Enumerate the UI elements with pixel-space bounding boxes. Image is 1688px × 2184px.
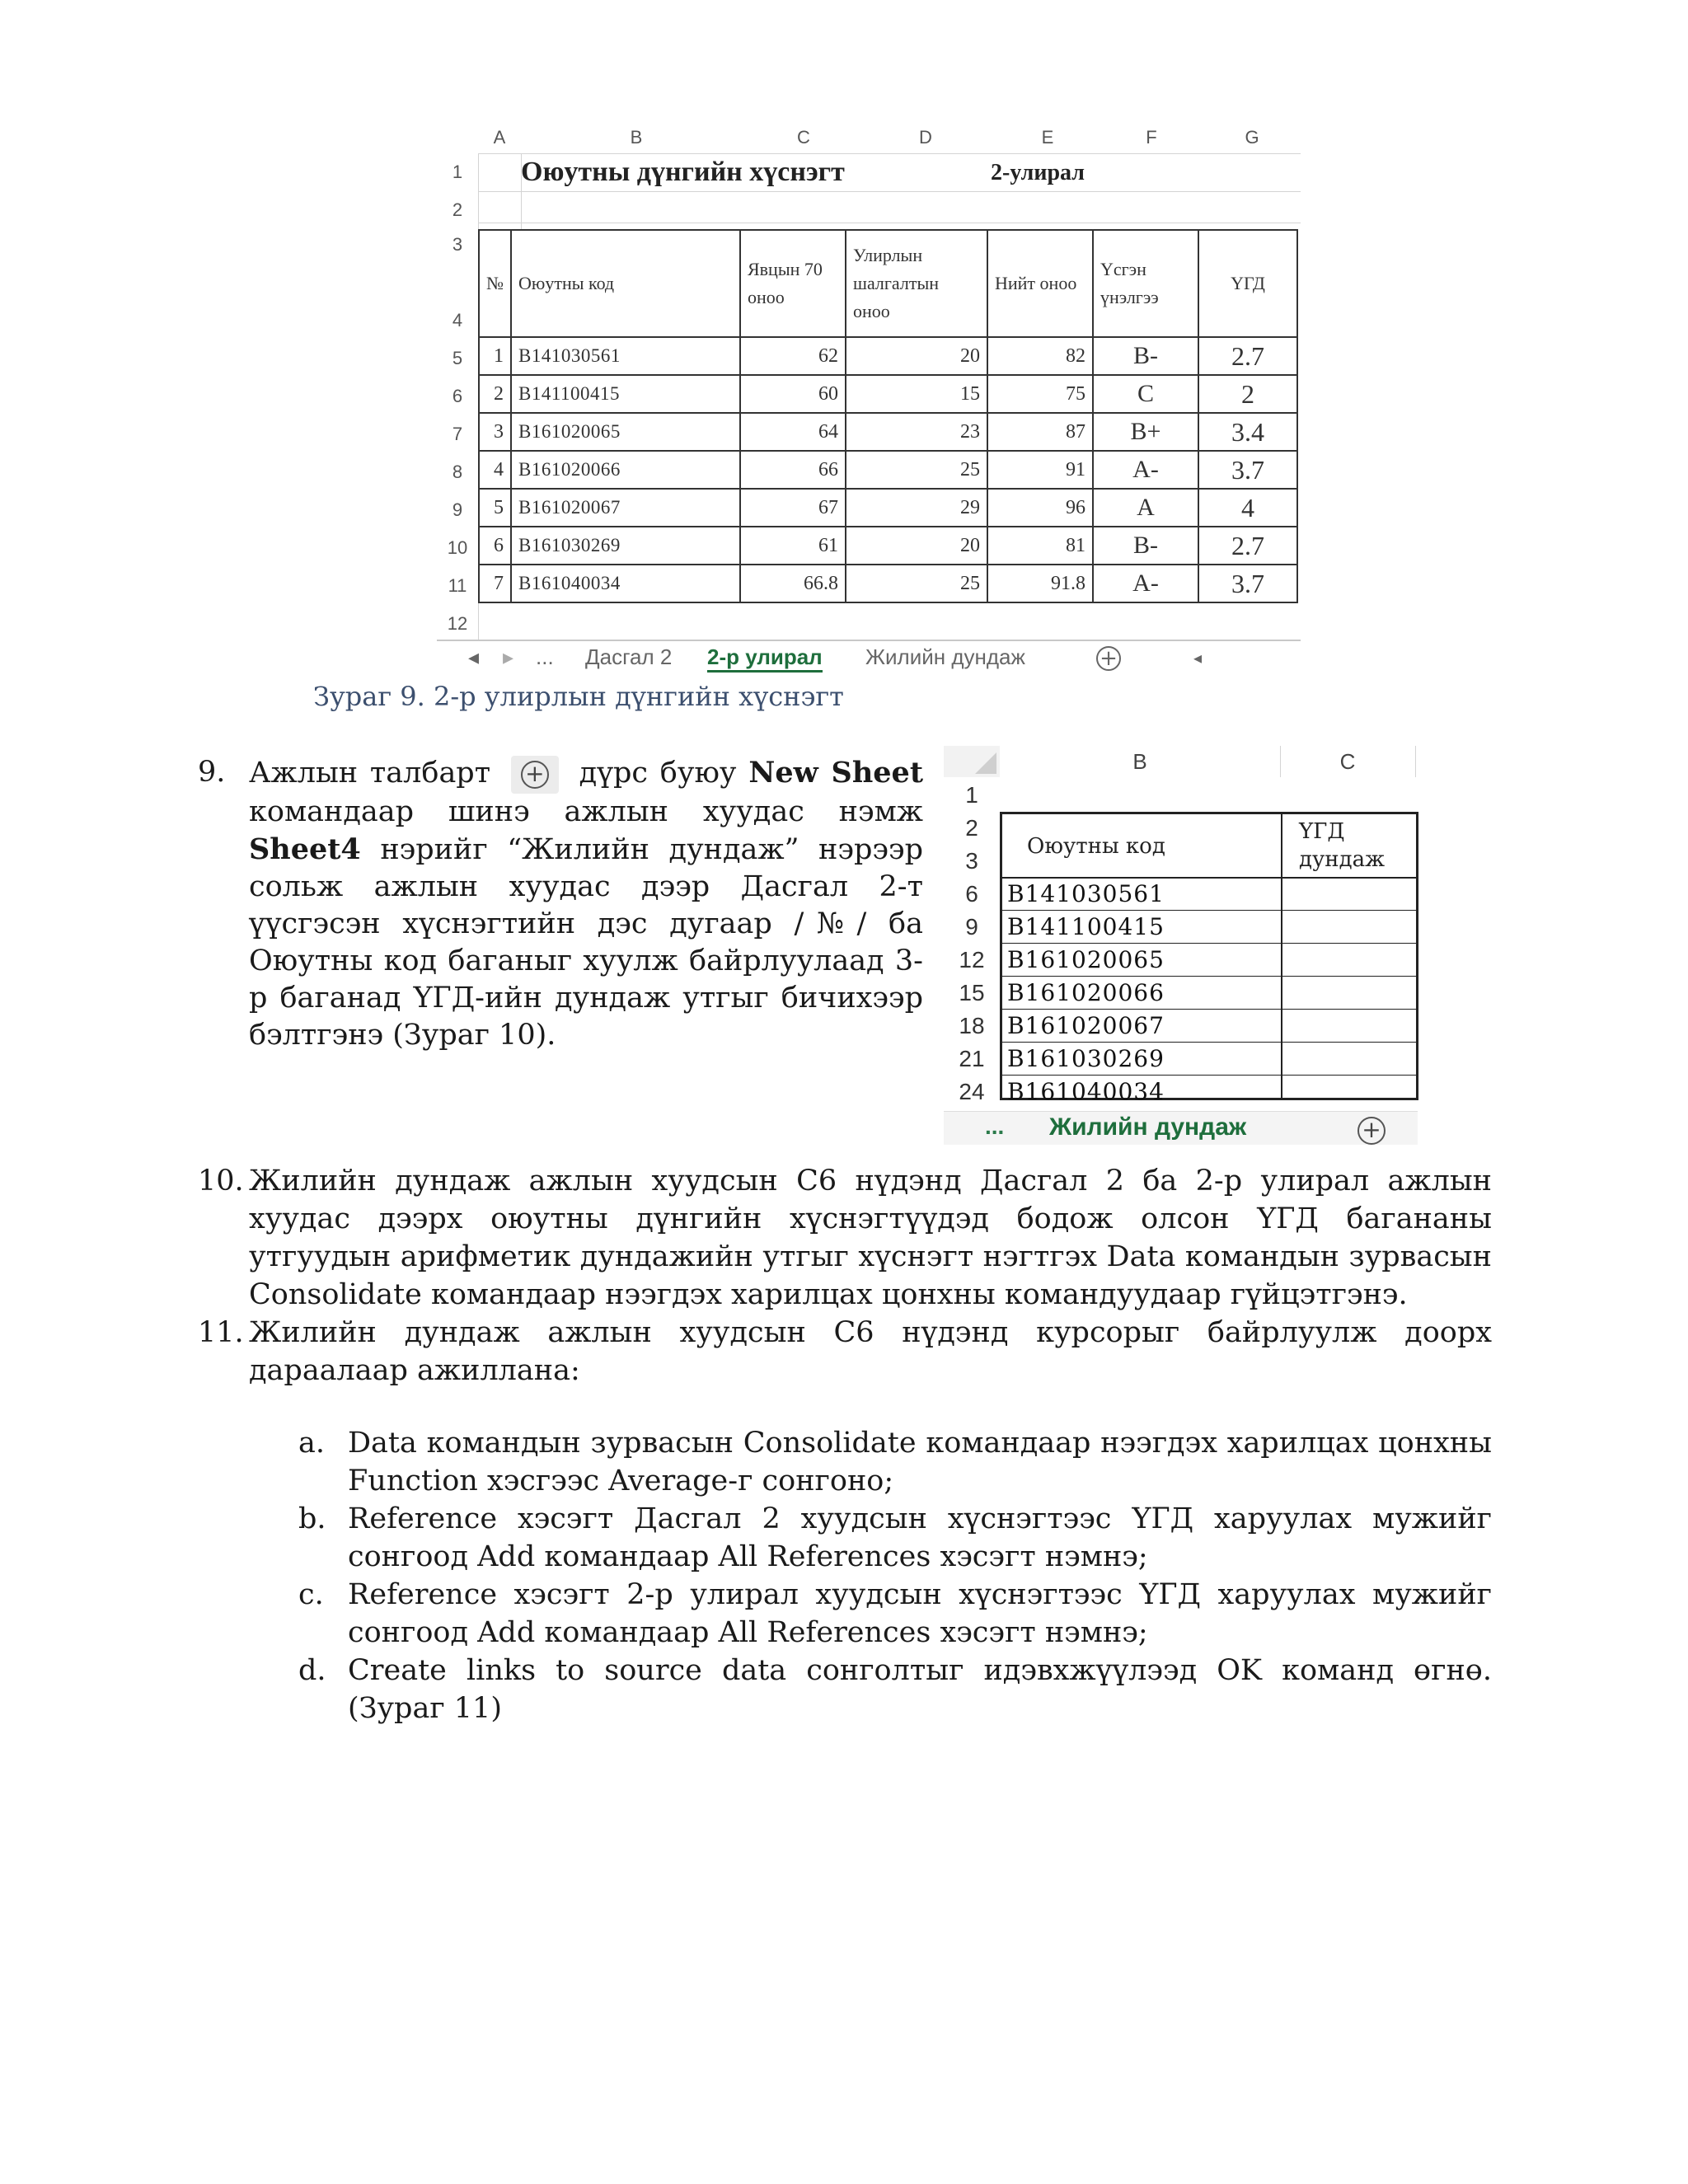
- tab-dasgal-2[interactable]: Дасгал 2: [585, 644, 673, 669]
- header-gpa: [1299, 818, 1385, 874]
- cell-letter: B-: [1093, 337, 1198, 375]
- header-code: Оюутны код: [1027, 834, 1165, 859]
- semester-label: 2-улирал: [991, 160, 1085, 185]
- cell-gpa: 3.7: [1198, 565, 1297, 602]
- cell-total: 91.8: [987, 565, 1093, 602]
- cell-no: 2: [479, 375, 511, 413]
- cell-gpa: 3.4: [1198, 413, 1297, 451]
- cell-exam: 25: [846, 565, 987, 602]
- row-header: 1: [965, 782, 978, 808]
- plus-glyph: +: [521, 761, 549, 789]
- row-header: 6: [965, 881, 978, 907]
- step-9-text: [249, 754, 923, 1054]
- cell-exam: 20: [846, 527, 987, 565]
- table-row: [1002, 944, 1416, 977]
- substep-text: Reference хэсэгт Дасгал 2 хуудсын хүснэгтээс ҮГД харуулах мужийг сонгоод Add командаар All References хэсэгт нэмнэ;: [348, 1502, 1492, 1573]
- sheet-tab-bar: [944, 1111, 1418, 1145]
- cell-no: 7: [479, 565, 511, 602]
- cell-total: 81: [987, 527, 1093, 565]
- table-row: [1002, 1076, 1416, 1108]
- row-header: 3: [965, 848, 978, 874]
- cell-no: 3: [479, 413, 511, 451]
- tab-jiliin-dundaj[interactable]: Жилийн дундаж: [865, 644, 1025, 669]
- cell-exam: 15: [846, 375, 987, 413]
- row-header: 8: [452, 462, 463, 482]
- row-header: 7: [452, 424, 463, 444]
- select-all-corner[interactable]: [944, 746, 1000, 777]
- row-header: 6: [452, 386, 463, 406]
- row-header: 9: [452, 499, 463, 520]
- column-header-f: F: [1146, 127, 1157, 148]
- substep-letter: c.: [298, 1578, 324, 1611]
- row-header: 9: [965, 914, 978, 940]
- tab-next-arrow[interactable]: ▸: [503, 644, 514, 669]
- substep-letter: d.: [298, 1654, 326, 1687]
- header-attendance: Явцын 70 оноо: [740, 230, 846, 337]
- cell-letter: B-: [1093, 527, 1198, 565]
- row-header: 15: [959, 980, 985, 1005]
- table-row: [479, 489, 1297, 527]
- step-9-text-part: командаар шинэ ажлын хуудас нэмж: [249, 794, 923, 828]
- header-letter: Үсгэн үнэлгээ: [1093, 230, 1198, 337]
- table-row: [1002, 879, 1416, 911]
- cell-code: B161040034: [511, 565, 740, 602]
- add-sheet-icon[interactable]: +: [1357, 1117, 1386, 1145]
- substep-letter: b.: [298, 1502, 326, 1535]
- step-10-text: Жилийн дундаж ажлын хуудсын C6 нүдэнд Дасгал 2 ба 2-р улирал ажлын хуудас дээрх оюутны дүнгийн хүснэгтүүдэд бодож олсон ҮГД багананы утгуудын арифметик дундажийн утгыг хүснэгт нэгтгэх Data командын зурвасын Consolidate командаар нээгдэх харилцах цонхны командуудаар гүйцэтгэнэ.: [249, 1165, 1492, 1311]
- cell-letter: B+: [1093, 413, 1198, 451]
- column-header-b: B: [630, 127, 643, 148]
- cell-gpa: 2.7: [1198, 337, 1297, 375]
- header-gpa: ҮГД: [1198, 230, 1297, 337]
- new-sheet-plus-icon: [511, 756, 559, 794]
- cell-attendance: 62: [740, 337, 846, 375]
- cell-gpa: 4: [1198, 489, 1297, 527]
- column-header-g: G: [1245, 127, 1259, 148]
- cell-code: B161020067: [1007, 1012, 1165, 1039]
- cell-total: 91: [987, 451, 1093, 489]
- cell-attendance: 67: [740, 489, 846, 527]
- cell-no: 6: [479, 527, 511, 565]
- new-sheet-term: New Sheet: [748, 756, 923, 790]
- cell-exam: 25: [846, 451, 987, 489]
- cell-total: 96: [987, 489, 1093, 527]
- cell-code: B161030269: [511, 527, 740, 565]
- column-header-b: B: [1000, 746, 1281, 777]
- table-row: [479, 375, 1297, 413]
- row-header: 11: [448, 575, 467, 596]
- table-row: [1002, 1010, 1416, 1043]
- row-header: 12: [959, 947, 985, 972]
- cell-total: 87: [987, 413, 1093, 451]
- table-row: [1002, 977, 1416, 1010]
- step-9-text-part: нэрийг “Жилийн дундаж” нэрээр сольж ажлын хуудас дээр Дасгал 2-т үүсгэсэн хүснэгтийн дэс дугаар /№/ ба Оюутны код баганыг хуулж байрлуулаад 3-р баганад ҮГД-ийн дундаж утгыг бичихээр бэлтгэнэ (Зураг 10).: [249, 832, 923, 1052]
- row-header: 4: [452, 310, 463, 330]
- step-11-text: Жилийн дундаж ажлын хуудсын C6 нүдэнд курсорыг байрлуулж доорх дараалаар ажиллана:: [249, 1316, 1492, 1387]
- row-header: 2: [965, 815, 978, 841]
- column-header-c: C: [1280, 746, 1416, 777]
- cell-attendance: 61: [740, 527, 846, 565]
- cell-letter: A-: [1093, 565, 1198, 602]
- table-row: [479, 451, 1297, 489]
- substep-letter: a.: [298, 1427, 325, 1460]
- cell-letter: A-: [1093, 451, 1198, 489]
- row-header: 5: [452, 348, 463, 368]
- cell-code: B141030561: [511, 337, 740, 375]
- sheet-title: Оюутны дүнгийн хүснэгт: [521, 157, 845, 187]
- cell-no: 4: [479, 451, 511, 489]
- cell-no: 1: [479, 337, 511, 375]
- substep-text: Create links to source data сонголтыг идэвхжүүлээд OK команд өгнө. (Зураг 11): [348, 1654, 1492, 1725]
- sheet4-term: Sheet4: [249, 832, 361, 866]
- column-header-c: C: [797, 127, 810, 148]
- cell-code: B161040034: [1007, 1078, 1165, 1105]
- table-row: [479, 413, 1297, 451]
- tab-prev-arrow[interactable]: ◂: [468, 644, 480, 669]
- cell-code: B161020066: [511, 451, 740, 489]
- table-row: [479, 527, 1297, 565]
- header-no: №: [479, 230, 511, 337]
- table-row: [479, 337, 1297, 375]
- cell-attendance: 66: [740, 451, 846, 489]
- row-header: 3: [452, 234, 463, 255]
- table-row: [1002, 1043, 1416, 1076]
- column-header-e: E: [1041, 127, 1054, 148]
- cell-code: B141100415: [1007, 913, 1165, 940]
- row-header: 2: [452, 199, 463, 220]
- header-code: Оюутны код: [511, 230, 740, 337]
- figure-9-caption: Зураг 9. 2-р улирлын дүнгийн хүснэгт: [313, 681, 844, 712]
- row-header: 18: [959, 1013, 985, 1038]
- cell-code: B161020067: [511, 489, 740, 527]
- row-header: 21: [959, 1046, 985, 1071]
- header-gpa-line-2: дундаж: [1299, 847, 1386, 872]
- substep-text: Reference хэсэгт 2-р улирал хуудсын хүснэгтээс ҮГД харуулах мужийг сонгоод Add командаар All References хэсэгт нэмнэ;: [348, 1578, 1492, 1649]
- grades-table: [478, 229, 1298, 603]
- figure-9-spreadsheet: [437, 122, 1301, 682]
- row-header: 12: [447, 613, 468, 634]
- column-header-d: D: [919, 127, 932, 148]
- cell-total: 75: [987, 375, 1093, 413]
- average-table: [1000, 812, 1418, 1105]
- cell-attendance: 60: [740, 375, 846, 413]
- tab-more[interactable]: ...: [536, 644, 554, 669]
- figure-10-spreadsheet: [944, 746, 1418, 1146]
- tab-jiliin-dundaj[interactable]: Жилийн дундаж: [1049, 1113, 1247, 1141]
- add-sheet-icon[interactable]: +: [1096, 646, 1121, 671]
- table-header-row: [1002, 814, 1416, 879]
- step-number: 10.: [198, 1165, 244, 1197]
- cell-attendance: 66.8: [740, 565, 846, 602]
- table-row: [1002, 912, 1416, 944]
- step-number: 9.: [198, 756, 226, 789]
- substep-text: Data командын зурвасын Consolidate командаар нээгдэх харилцах цонхны Function хэсгээс Average-г сонгоно;: [348, 1427, 1492, 1497]
- header-gpa-line-1: ҮГД: [1299, 819, 1345, 844]
- cell-code: B161020065: [511, 413, 740, 451]
- tab-2r-uliral[interactable]: 2-р улирал: [707, 644, 823, 673]
- scroll-left-icon[interactable]: ◂: [1193, 649, 1203, 668]
- cell-gpa: 2.7: [1198, 527, 1297, 565]
- cell-no: 5: [479, 489, 511, 527]
- row-header: 24: [959, 1079, 985, 1104]
- step-number: 11.: [198, 1316, 244, 1349]
- step-9-text-part: Ажлын талбарт: [249, 757, 491, 790]
- cell-exam: 23: [846, 413, 987, 451]
- step-9-text-part: дүрс буюу: [579, 757, 737, 790]
- row-header: 10: [447, 537, 468, 558]
- cell-exam: 29: [846, 489, 987, 527]
- header-exam: Улирлын шалгалтын оноо: [846, 230, 987, 337]
- cell-letter: A: [1093, 489, 1198, 527]
- cell-code: B161020065: [1007, 946, 1165, 973]
- cell-gpa: 3.7: [1198, 451, 1297, 489]
- row-header: 1: [452, 162, 463, 182]
- cell-code: B141100415: [511, 375, 740, 413]
- cell-total: 82: [987, 337, 1093, 375]
- column-header-a: A: [493, 127, 506, 148]
- sheet-tab-bar: [437, 640, 1301, 677]
- table-row: [479, 565, 1297, 602]
- cell-exam: 20: [846, 337, 987, 375]
- cell-code: B161020066: [1007, 979, 1165, 1006]
- cell-attendance: 64: [740, 413, 846, 451]
- cell-code: B141030561: [1007, 880, 1165, 907]
- tab-more[interactable]: ...: [985, 1113, 1005, 1139]
- cell-code: B161030269: [1007, 1045, 1165, 1072]
- header-total: Нийт оноо: [987, 230, 1093, 337]
- cell-letter: C: [1093, 375, 1198, 413]
- cell-gpa: 2: [1198, 375, 1297, 413]
